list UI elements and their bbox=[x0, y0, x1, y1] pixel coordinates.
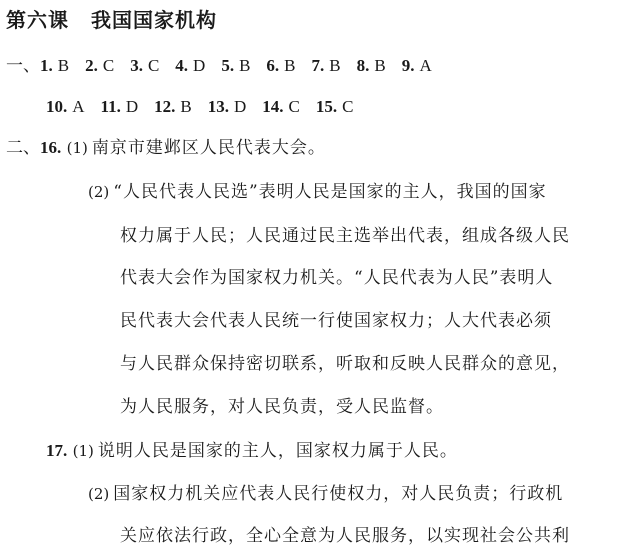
mcq-number: 5. bbox=[221, 56, 235, 75]
mcq-item bbox=[40, 54, 85, 78]
mcq-answer: C bbox=[102, 56, 115, 75]
q16-part1 bbox=[6, 136, 326, 160]
mcq-number: 1. bbox=[40, 56, 53, 75]
section-2-marker: 二、 bbox=[6, 138, 40, 158]
q16-part2-line-6: 为人民服务，对人民负责，受人民监督。 bbox=[120, 397, 444, 417]
q17-part2-text-line: 国家权力机关应代表人民行使权力，对人民负责；行政机 bbox=[113, 484, 564, 504]
q17-part2-line-1 bbox=[88, 482, 563, 506]
lesson-title bbox=[6, 4, 217, 33]
q16-part1-text: 南京市建邺区人民代表大会。 bbox=[91, 138, 326, 158]
q16-part2-line-1 bbox=[88, 180, 547, 204]
mcq-answer: D bbox=[233, 97, 247, 116]
mcq-number: 6. bbox=[266, 56, 280, 75]
mcq-answer: B bbox=[284, 56, 296, 75]
mcq-number: 7. bbox=[311, 56, 325, 75]
mcq-item bbox=[402, 54, 448, 78]
mcq-row-2-items bbox=[46, 97, 369, 117]
mcq-answer: C bbox=[342, 97, 354, 116]
q17-part1 bbox=[46, 439, 458, 463]
mcq-answer: D bbox=[193, 56, 206, 75]
lesson-name: 我国国家机构 bbox=[91, 8, 217, 32]
mcq-item bbox=[101, 95, 155, 119]
q17-part2-line-2: 关应依法行政，全心全意为人民服务，以实现社会公共利 bbox=[120, 526, 570, 546]
mcq-item bbox=[130, 54, 175, 78]
mcq-number: 4. bbox=[175, 56, 189, 75]
q17-part1-text: 说明人民是国家的主人，国家权力属于人民。 bbox=[97, 441, 458, 461]
mcq-answer: D bbox=[125, 97, 139, 116]
mcq-answer: B bbox=[239, 56, 251, 75]
q17-number: 17. bbox=[46, 441, 68, 460]
mcq-item bbox=[221, 54, 266, 78]
mcq-item bbox=[208, 95, 263, 119]
mcq-row-1 bbox=[6, 54, 448, 78]
q16-part2-text-line: “人民代表人民选”表明人民是国家的主人，我国的国家 bbox=[113, 182, 547, 202]
mcq-number: 10. bbox=[46, 97, 68, 116]
mcq-item bbox=[312, 54, 357, 78]
mcq-answer: B bbox=[329, 56, 341, 75]
q17-part1-label: (1) bbox=[72, 442, 94, 460]
mcq-number: 8. bbox=[356, 56, 370, 75]
mcq-number: 13. bbox=[207, 97, 229, 116]
q17-part2-label: (2) bbox=[88, 485, 110, 503]
mcq-number: 12. bbox=[154, 97, 176, 116]
mcq-item bbox=[357, 54, 402, 78]
mcq-item bbox=[262, 95, 316, 119]
q16-part2-label: (2) bbox=[88, 183, 110, 201]
q16-part2-line-2: 权力属于人民；人民通过民主选举出代表，组成各级人民 bbox=[120, 226, 570, 246]
mcq-answer: C bbox=[288, 97, 300, 116]
mcq-answer: A bbox=[419, 56, 432, 75]
mcq-item bbox=[316, 95, 370, 119]
mcq-number: 9. bbox=[401, 56, 415, 75]
q16-part1-label: (1) bbox=[66, 139, 88, 157]
mcq-answer: B bbox=[374, 56, 386, 75]
mcq-item bbox=[266, 54, 311, 78]
section-1-marker: 一、 bbox=[6, 56, 40, 76]
mcq-answer: C bbox=[147, 56, 160, 75]
q16-part2-line-5: 与人民群众保持密切联系，听取和反映人民群众的意见， bbox=[120, 354, 570, 374]
mcq-answer: A bbox=[72, 97, 85, 116]
mcq-row-1-items bbox=[40, 56, 448, 76]
mcq-item bbox=[154, 95, 208, 119]
mcq-item bbox=[46, 95, 101, 119]
mcq-number: 15. bbox=[315, 97, 338, 116]
mcq-row-2 bbox=[46, 95, 369, 119]
q16-part2-line-4: 民代表大会代表人民统一行使国家权力；人大代表必须 bbox=[120, 311, 552, 331]
mcq-answer: B bbox=[180, 97, 192, 116]
lesson-number: 第六课 bbox=[6, 8, 69, 32]
mcq-number: 3. bbox=[130, 56, 143, 75]
mcq-item bbox=[85, 54, 130, 78]
q16-part2-line-3: 代表大会作为国家权力机关。“人民代表为人民”表明人 bbox=[120, 268, 554, 288]
mcq-number: 11. bbox=[100, 97, 121, 116]
mcq-item bbox=[175, 54, 221, 78]
q16-number: 16. bbox=[40, 138, 62, 157]
mcq-number: 2. bbox=[85, 56, 98, 75]
mcq-number: 14. bbox=[262, 97, 284, 116]
mcq-answer: B bbox=[57, 56, 70, 75]
